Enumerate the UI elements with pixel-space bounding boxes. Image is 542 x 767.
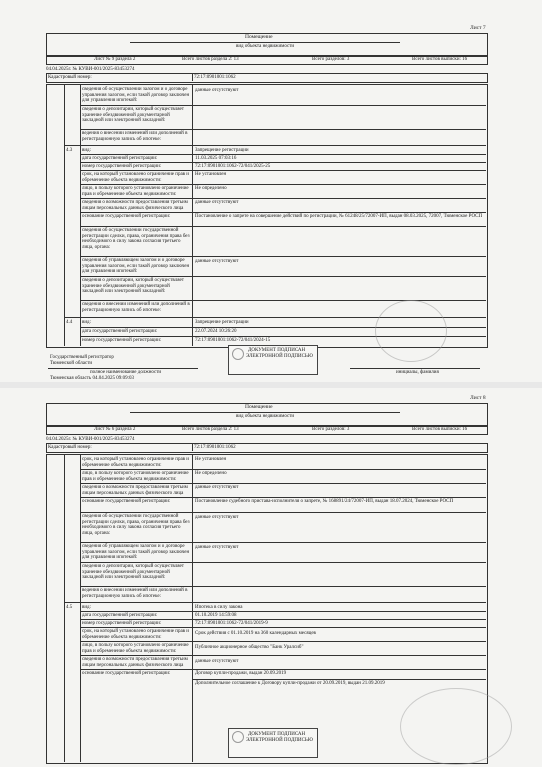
round-seal-icon	[400, 688, 512, 765]
row-a2-label: сведения о депозитарии, который осуществляет хранение обездвиженной документарной закладной или электронной закладной:	[82, 107, 184, 123]
emblem-icon	[232, 731, 244, 743]
date-ref: 04.04.2025г. № КУВИ-001/2025-83453274	[46, 67, 135, 72]
e45-date-label: дата государственной регистрации:	[82, 613, 158, 618]
signed-stamp-line1: ДОКУМЕНТ ПОДПИСАН	[248, 348, 306, 353]
p2-thirdparty-label: сведения о возможности предоставления третьим лицам персональных данных физического лица	[82, 485, 188, 496]
e45-kind-label: вид:	[82, 605, 91, 610]
cadastral-label: Кадастровый номер:	[48, 75, 92, 80]
e43-date-value: 11.03.2025 07:03:16	[195, 156, 237, 161]
cadastral-value: 72:17:0901001:1062	[194, 445, 236, 450]
p2-term-label: срок, на который установлено ограничение прав и обременение объекта недвижимости:	[82, 457, 189, 468]
object-subheading: вид объекта недвижимости	[236, 44, 295, 49]
sheet-section: Лист № 6 раздела 2	[94, 427, 136, 432]
e45-person-label: лицо, в пользу которого установлено ограничение прав и обременение объекта недвижимости:	[82, 643, 189, 654]
e45-term-label: срок, на который установлено ограничение прав и обременение объекта недвижимости:	[82, 629, 189, 640]
total-sheets-extract: Всего листов выписки: 16	[412, 57, 468, 62]
p2-depository-label: сведения о депозитарии, который осуществляет хранение обездвиженной документарной закладной или электронной закладной:	[82, 564, 184, 580]
signed-stamp-line1: ДОКУМЕНТ ПОДПИСАН	[248, 732, 306, 737]
e43-term-label: срок, на который установлено ограничение прав и обременение объекта недвижимости:	[82, 172, 189, 183]
e44-number-label: номер государственной регистрации:	[82, 338, 162, 343]
e45-date-value: 01.10.2019 14:59:08	[195, 613, 237, 618]
e45-thirdparty-value: данные отсутствуют	[195, 659, 239, 664]
e45-person-value: Публичное акционерное общество "Банк Уралсиб"	[195, 645, 304, 650]
total-sheets-extract: Всего листов выписки: 16	[412, 427, 468, 432]
object-subheading: вид объекта недвижимости	[236, 414, 295, 419]
e43-basis-value: Постановление о запрете на совершение действий по регистрации, № 61248/25/72007-ИП, выдан 08.03.2025, 72007, Тюменское РОСП	[195, 214, 483, 219]
e43-person-label: лицо, в пользу которого установлено ограничение прав и обременение объекта недвижимости:	[82, 186, 189, 197]
row-a3-label: ведения о внесении изменений или дополнений в регистрационную запись об ипотеке:	[82, 131, 188, 142]
p2-pledge-value: данные отсутствуют	[195, 545, 239, 550]
e43-kind-label: вид:	[82, 148, 91, 153]
e45-term-value: Срок действия с 01.10.2019 на 360 календарных месяцев	[195, 631, 316, 636]
e45-thirdparty-label: сведения о возможности предоставления третьим лицам персональных данных физического лица	[82, 657, 188, 668]
e43-date-label: дата государственной регистрации:	[82, 156, 158, 161]
e44-number-value: 72:17:0901001:1062-72/041/2024-15	[195, 338, 271, 343]
e43-pledge-label: сведения об управляющем залогом и о договоре управления залогом, если такой договор заключен для управления ипотекой:	[82, 258, 190, 274]
object-heading: Помещение	[245, 404, 273, 410]
e43-kind-value: Запрещение регистрации	[195, 148, 249, 153]
e43-consent-label: сведения об осуществлении государственной регистрации сделки, права, ограничения права без необходимого в силу закона согласия третьего лица, органа:	[82, 228, 190, 250]
object-heading: Помещение	[245, 34, 273, 40]
row-a1-label: сведения об осуществлении залогом и о договоре управления залогом, если такой договор заключен для управления ипотекой:	[82, 87, 190, 103]
e44-kind-label: вид:	[82, 320, 91, 325]
registrar-region: Тюменской области	[50, 361, 93, 366]
p2-thirdparty-value: данные отсутствуют	[195, 485, 239, 490]
e44-kind-value: Запрещение регистрации	[195, 320, 249, 325]
e45-basis-value-2: Дополнительное соглашение к Договору купли-продажи от 20.09.2019, выдан 21.09.2019	[195, 681, 385, 686]
cadastral-row	[46, 73, 488, 83]
e43-changes-label: сведения о внесении изменений или дополнений в регистрационную запись об ипотеке:	[82, 302, 190, 313]
round-seal-icon	[375, 300, 447, 362]
total-sheets-section: Всего листов раздела 2: 13	[182, 57, 239, 62]
p2-basis-label: основание государственной регистрации:	[82, 499, 171, 504]
e43-basis-label: основание государственной регистрации:	[82, 214, 171, 219]
p2-changes-label: ведения о внесении изменений или дополнений в регистрационную запись об ипотеке:	[82, 588, 188, 599]
p2-basis-value: Постановление судебного пристава-исполнителя о запрете, № 168891/24/72007-ИП, выдан 18.07.2024, Тюменское РОСП	[195, 499, 454, 504]
sign-footnote: Тюменская область 04.04.2025 09:09:03	[50, 376, 134, 381]
cadastral-label: Кадастровый номер:	[48, 445, 92, 450]
e43-pledge-value: данные отсутствуют	[195, 259, 239, 264]
p2-person-label: лицо, в пользу которого установлено ограничение прав и обременение объекта недвижимости:	[82, 471, 189, 482]
e45-number-value: 72:17:0901001:1062-72/041/2019-9	[195, 621, 268, 626]
p2-pledge-label: сведения об управляющем залогом и о договоре управления залогом, если такой договор заключен для управления ипотекой:	[82, 544, 190, 560]
signed-stamp-line2: ЭЛЕКТРОННОЙ ПОДПИСЬЮ	[246, 354, 313, 359]
e45-basis-value: Договор купли-продажи, выдан 20.09.2019	[195, 671, 287, 676]
page-sheet-1	[0, 0, 542, 382]
p2-term-value: Не установлен	[195, 457, 227, 462]
e43-number-value: 72:17:0901001:1062-72/041/2025-25	[195, 164, 271, 169]
position-caption: полное наименование должности	[90, 370, 162, 375]
e43-person-value: Не определено	[195, 186, 227, 191]
e45-number-label: номер государственной регистрации:	[82, 621, 162, 626]
e43-number-label: номер государственной регистрации:	[82, 164, 162, 169]
registrar-title: Государственный регистратор	[50, 355, 114, 360]
e44-date-value: 22.07.2024 10:26:20	[195, 329, 237, 334]
entry-number-4-5: 4.5	[66, 605, 73, 610]
cadastral-row	[46, 443, 488, 453]
total-sections: Всего разделов: 3	[312, 57, 350, 62]
e45-kind-value: Ипотека в силу закона	[195, 605, 243, 610]
e43-thirdparty-value: данные отсутствуют	[195, 200, 239, 205]
e44-date-label: дата государственной регистрации:	[82, 329, 158, 334]
emblem-icon	[232, 348, 244, 360]
p2-person-value: Не определено	[195, 471, 227, 476]
cadastral-value: 72:17:0901001:1062	[194, 75, 236, 80]
sheet-number: Лист 8	[470, 395, 486, 401]
e43-term-value: Не установлен	[195, 172, 227, 177]
initials-caption: инициалы, фамилия	[396, 370, 439, 375]
p2-consent-value: данные отсутствуют	[195, 515, 239, 520]
entry-number-4-3: 4.3	[66, 148, 73, 153]
row-a1-value: данные отсутствуют	[195, 88, 239, 93]
e43-thirdparty-label: сведения о возможности предоставления третьим лицам персональных данных физического лица	[82, 200, 188, 211]
page-sheet-2	[0, 388, 542, 767]
e45-basis-label: основание государственной регистрации:	[82, 671, 171, 676]
entry-number-4-4: 4.4	[66, 320, 73, 325]
p2-consent-label: сведения об осуществлении государственной регистрации сделки, права, ограничения права без необходимого в силу закона согласия третьего лица, органа:	[82, 514, 190, 536]
sheet-section: Лист № 9 раздела 2	[94, 57, 136, 62]
total-sheets-section: Всего листов раздела 2: 13	[182, 427, 239, 432]
e43-depository-label: сведения о депозитарии, который осуществляет хранение обездвиженной документарной закладной или электронной закладной:	[82, 278, 184, 294]
date-ref: 04.04.2025г. № КУВИ-001/2025-83453274	[46, 437, 135, 442]
sheet-number: Лист 7	[470, 25, 486, 31]
total-sections: Всего разделов: 3	[312, 427, 350, 432]
signed-stamp-line2: ЭЛЕКТРОННОЙ ПОДПИСЬЮ	[246, 738, 313, 743]
